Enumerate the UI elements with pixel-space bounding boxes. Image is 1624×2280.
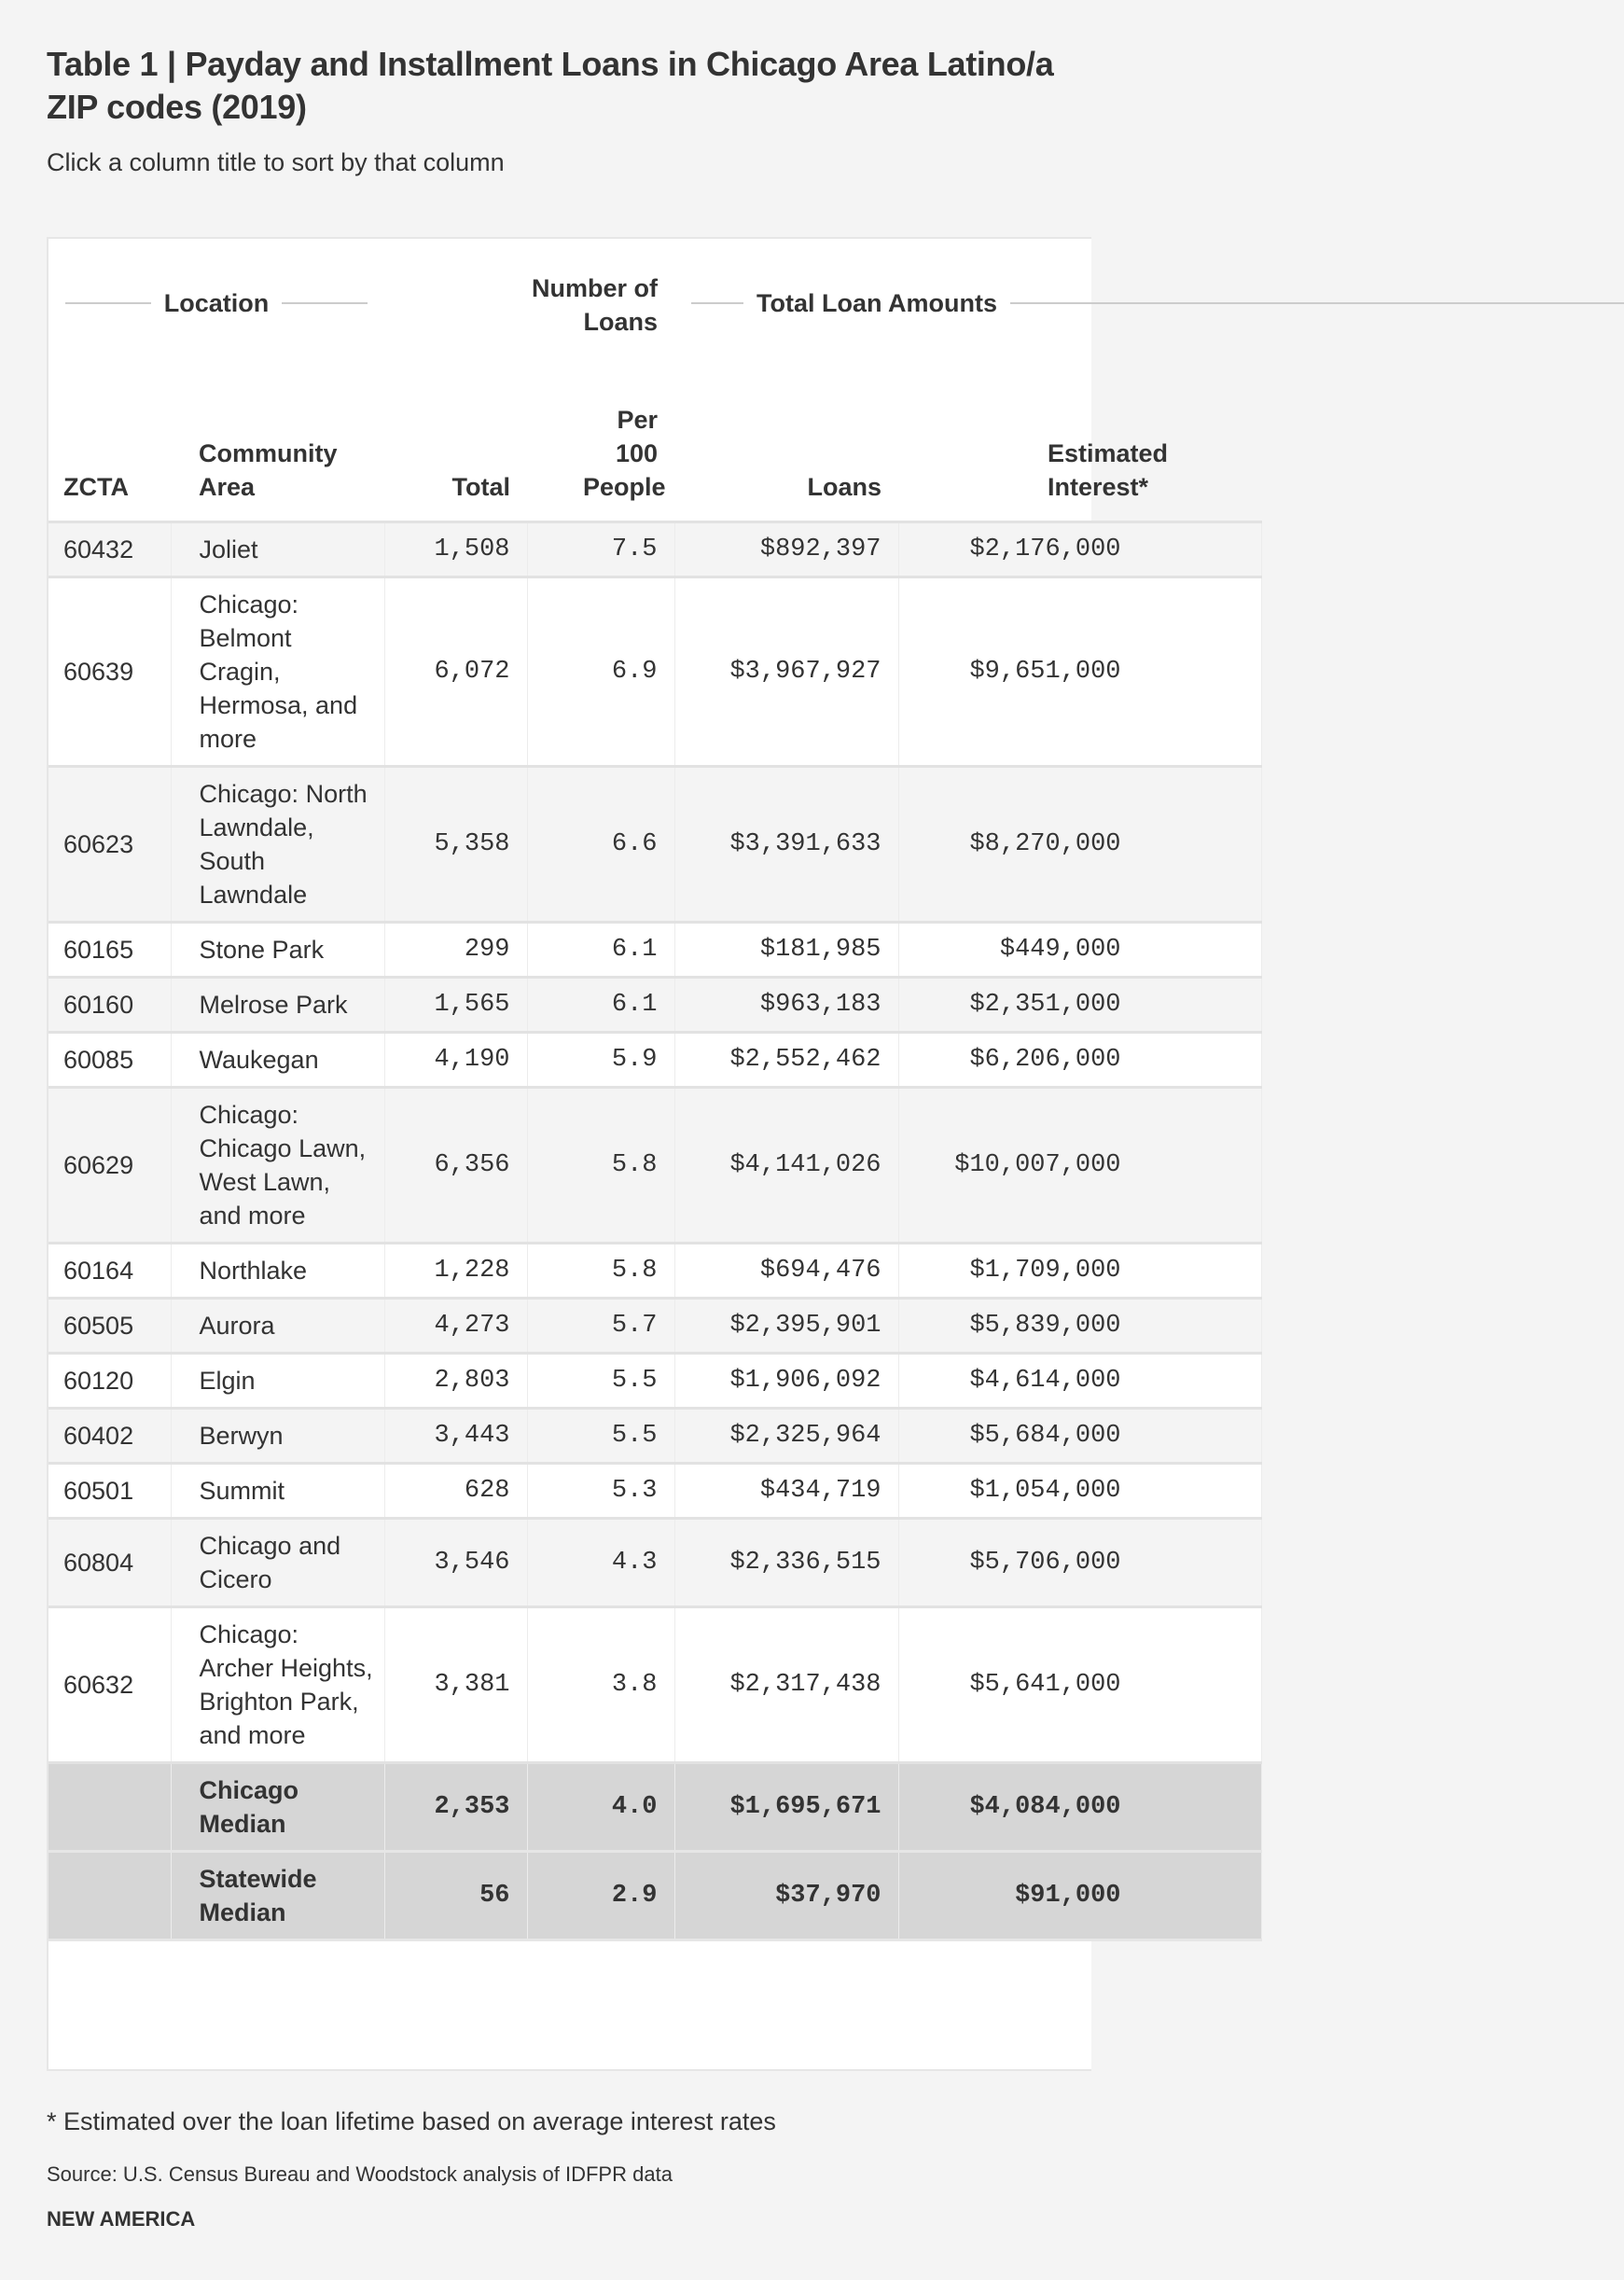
table-row — [49, 1033, 1261, 1088]
cell-estimated-interest: $5,684,000 — [898, 1409, 1261, 1464]
table-row — [49, 767, 1261, 923]
cell-zcta: 60164 — [49, 1244, 171, 1299]
cell-zcta — [49, 1763, 171, 1852]
cell-total: 4,190 — [384, 1033, 527, 1088]
cell-per-100-people: 6.9 — [527, 577, 674, 767]
cell-loans: $694,476 — [674, 1244, 898, 1299]
group-rule-left — [691, 302, 743, 304]
cell-community-area: Elgin — [171, 1354, 384, 1409]
cell-zcta — [49, 1852, 171, 1940]
summary-row — [49, 1852, 1261, 1940]
cell-zcta: 60501 — [49, 1464, 171, 1519]
cell-community-area: Northlake — [171, 1244, 384, 1299]
cell-zcta: 60629 — [49, 1088, 171, 1244]
cell-total: 4,273 — [384, 1299, 527, 1354]
column-header-total[interactable]: Total — [384, 368, 527, 522]
cell-community-area: Waukegan — [171, 1033, 384, 1088]
cell-zcta: 60804 — [49, 1519, 171, 1607]
cell-zcta: 60085 — [49, 1033, 171, 1088]
cell-per-100-people: 6.1 — [527, 978, 674, 1033]
cell-total: 2,353 — [384, 1763, 527, 1852]
cell-per-100-people: 5.8 — [527, 1088, 674, 1244]
cell-community-area: Berwyn — [171, 1409, 384, 1464]
cell-community-area: Chicago: Belmont Cragin, Hermosa, and more — [171, 577, 384, 767]
cell-community-area: Joliet — [171, 522, 384, 577]
loans-table-container[interactable] — [47, 237, 1169, 2071]
cell-zcta: 60505 — [49, 1299, 171, 1354]
cell-zcta: 60623 — [49, 767, 171, 923]
group-header-total-loan-amounts — [674, 239, 1261, 368]
cell-per-100-people: 5.5 — [527, 1409, 674, 1464]
cell-estimated-interest: $9,651,000 — [898, 577, 1261, 767]
group-label-total-loan-amounts: Total Loan Amounts — [756, 289, 997, 317]
table-row — [49, 978, 1261, 1033]
cell-per-100-people: 5.7 — [527, 1299, 674, 1354]
group-label-location: Location — [163, 289, 270, 317]
table-row — [49, 1464, 1261, 1519]
table-row — [49, 522, 1261, 577]
cell-loans: $2,395,901 — [674, 1299, 898, 1354]
cell-per-100-people: 5.9 — [527, 1033, 674, 1088]
cell-estimated-interest: $2,176,000 — [898, 522, 1261, 577]
group-header-location — [49, 239, 384, 368]
cell-community-area: Chicago: North Lawndale, South Lawndale — [171, 767, 384, 923]
cell-estimated-interest: $2,351,000 — [898, 978, 1261, 1033]
cell-per-100-people: 3.8 — [527, 1607, 674, 1763]
cell-community-area: Chicago and Cicero — [171, 1519, 384, 1607]
brand-logo-text: NEW AMERICA — [47, 2207, 196, 2231]
cell-zcta: 60632 — [49, 1607, 171, 1763]
cell-total: 3,443 — [384, 1409, 527, 1464]
cell-estimated-interest: $5,706,000 — [898, 1519, 1261, 1607]
cell-loans: $3,391,633 — [674, 767, 898, 923]
table-row — [49, 1299, 1261, 1354]
cell-per-100-people: 4.3 — [527, 1519, 674, 1607]
source-note: Source: U.S. Census Bureau and Woodstock analysis of IDFPR data — [47, 2162, 673, 2186]
cell-total: 1,565 — [384, 978, 527, 1033]
cell-estimated-interest: $5,641,000 — [898, 1607, 1261, 1763]
cell-total: 2,803 — [384, 1354, 527, 1409]
cell-total: 6,072 — [384, 577, 527, 767]
cell-loans: $2,325,964 — [674, 1409, 898, 1464]
column-header-zcta[interactable]: ZCTA — [49, 368, 171, 522]
table-row — [49, 1244, 1261, 1299]
cell-community-area: Chicago: Archer Heights, Brighton Park, and more — [171, 1607, 384, 1763]
cell-total: 3,546 — [384, 1519, 527, 1607]
cell-loans: $434,719 — [674, 1464, 898, 1519]
cell-total: 3,381 — [384, 1607, 527, 1763]
cell-estimated-interest: $91,000 — [898, 1852, 1261, 1940]
cell-loans: $2,317,438 — [674, 1607, 898, 1763]
cell-loans: $3,967,927 — [674, 577, 898, 767]
column-group-row — [49, 239, 1261, 368]
cell-zcta: 60432 — [49, 522, 171, 577]
cell-zcta: 60160 — [49, 978, 171, 1033]
cell-estimated-interest: $449,000 — [898, 923, 1261, 978]
cell-estimated-interest: $8,270,000 — [898, 767, 1261, 923]
cell-loans: $2,336,515 — [674, 1519, 898, 1607]
cell-per-100-people: 5.8 — [527, 1244, 674, 1299]
loans-table — [49, 239, 1262, 1941]
cell-community-area: Stone Park — [171, 923, 384, 978]
table-row — [49, 923, 1261, 978]
footnote: * Estimated over the loan lifetime based on average interest rates — [47, 2107, 776, 2135]
group-rule-right — [282, 302, 368, 304]
cell-total: 5,358 — [384, 767, 527, 923]
table-row — [49, 1409, 1261, 1464]
group-rule-left — [65, 302, 151, 304]
cell-estimated-interest: $6,206,000 — [898, 1033, 1261, 1088]
column-header-community-area[interactable]: Community Area — [171, 368, 384, 522]
cell-community-area: Summit — [171, 1464, 384, 1519]
cell-per-100-people: 6.1 — [527, 923, 674, 978]
page-title: Table 1 | Payday and Installment Loans in Chicago Area Latino/a ZIP codes (2019) — [47, 45, 1054, 126]
cell-loans: $1,695,671 — [674, 1763, 898, 1852]
cell-per-100-people: 4.0 — [527, 1763, 674, 1852]
cell-loans: $963,183 — [674, 978, 898, 1033]
column-header-estimated-interest[interactable]: Estimated Interest* — [898, 368, 1261, 522]
cell-total: 1,228 — [384, 1244, 527, 1299]
cell-per-100-people: 5.3 — [527, 1464, 674, 1519]
table-body — [49, 522, 1261, 1940]
cell-community-area: Statewide Median — [171, 1852, 384, 1940]
cell-per-100-people: 5.5 — [527, 1354, 674, 1409]
cell-estimated-interest: $10,007,000 — [898, 1088, 1261, 1244]
cell-loans: $1,906,092 — [674, 1354, 898, 1409]
cell-loans: $181,985 — [674, 923, 898, 978]
cell-total: 299 — [384, 923, 527, 978]
cell-zcta: 60402 — [49, 1409, 171, 1464]
cell-community-area: Chicago Median — [171, 1763, 384, 1852]
cell-loans: $892,397 — [674, 522, 898, 577]
cell-estimated-interest: $4,084,000 — [898, 1763, 1261, 1852]
cell-total: 1,508 — [384, 522, 527, 577]
cell-per-100-people: 2.9 — [527, 1852, 674, 1940]
cell-zcta: 60165 — [49, 923, 171, 978]
table-row — [49, 1088, 1261, 1244]
cell-per-100-people: 6.6 — [527, 767, 674, 923]
cell-community-area: Melrose Park — [171, 978, 384, 1033]
cell-community-area: Chicago: Chicago Lawn, West Lawn, and more — [171, 1088, 384, 1244]
group-rule-right — [1010, 302, 1624, 304]
group-header-number-of-loans — [384, 239, 674, 368]
cell-total: 6,356 — [384, 1088, 527, 1244]
column-header-row — [49, 368, 1261, 522]
cell-estimated-interest: $5,839,000 — [898, 1299, 1261, 1354]
sort-instructions: Click a column title to sort by that column — [47, 148, 505, 176]
cell-total: 56 — [384, 1852, 527, 1940]
cell-estimated-interest: $1,709,000 — [898, 1244, 1261, 1299]
group-label-number-of-loans: Number of Loans — [532, 274, 658, 336]
table-row — [49, 1519, 1261, 1607]
cell-loans: $2,552,462 — [674, 1033, 898, 1088]
cell-total: 628 — [384, 1464, 527, 1519]
table-row — [49, 1354, 1261, 1409]
cell-per-100-people: 7.5 — [527, 522, 674, 577]
cell-zcta: 60639 — [49, 577, 171, 767]
table-row — [49, 577, 1261, 767]
cell-estimated-interest: $4,614,000 — [898, 1354, 1261, 1409]
cell-estimated-interest: $1,054,000 — [898, 1464, 1261, 1519]
summary-row — [49, 1763, 1261, 1852]
cell-zcta: 60120 — [49, 1354, 171, 1409]
table-row — [49, 1607, 1261, 1763]
cell-loans: $4,141,026 — [674, 1088, 898, 1244]
cell-loans: $37,970 — [674, 1852, 898, 1940]
column-header-per-100-people[interactable]: Per 100 People — [527, 368, 674, 522]
cell-community-area: Aurora — [171, 1299, 384, 1354]
column-header-loans[interactable]: Loans — [674, 368, 898, 522]
